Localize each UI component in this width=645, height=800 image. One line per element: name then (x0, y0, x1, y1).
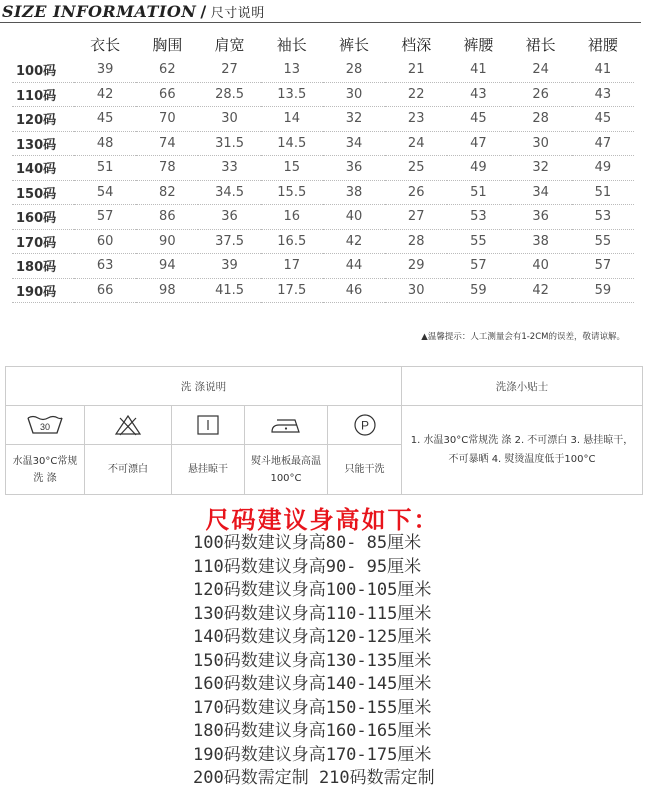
table-row (12, 156, 634, 181)
table-cell: 55 (447, 229, 509, 254)
table-cell: 45 (572, 107, 634, 132)
list-item: 190码数建议身高170-175厘米 (193, 744, 432, 765)
table-cell: 90 (136, 229, 198, 254)
table-cell: 38 (323, 180, 385, 205)
table-cell: 39 (198, 254, 260, 279)
list-item: 100码数建议身高80- 85厘米 (193, 533, 422, 553)
table-cell: 42 (510, 278, 572, 303)
title-separator: / (200, 2, 207, 21)
table-cell: 34 (323, 131, 385, 156)
table-cell: 41 (572, 58, 634, 82)
table-cell: 36 (323, 156, 385, 181)
dry-clean-icon (328, 406, 401, 445)
corner-cell (12, 30, 74, 58)
table-cell: 17.5 (261, 278, 323, 303)
table-cell: 53 (572, 205, 634, 230)
table-cell: 45 (74, 107, 136, 132)
table-row (12, 254, 634, 279)
no-bleach-icon (85, 406, 171, 445)
table-cell: 26 (510, 82, 572, 107)
list-item: 150码数建议身高130-135厘米 (193, 650, 432, 671)
table-cell: 48 (74, 131, 136, 156)
care-instructions-header: 洗 涤说明 (6, 367, 402, 406)
table-row (12, 58, 634, 82)
table-cell: 47 (572, 131, 634, 156)
column-header: 肩宽 (214, 35, 245, 54)
table-cell: 98 (136, 278, 198, 303)
table-cell: 27 (198, 58, 260, 82)
table-cell: 94 (136, 254, 198, 279)
height-recommendation-title: 尺码建议身高如下： (205, 506, 440, 534)
table-cell: 24 (510, 58, 572, 82)
table-cell: 43 (447, 82, 509, 107)
table-cell: 22 (385, 82, 447, 107)
size-label: 180码 (12, 254, 74, 279)
care-label: 只能干洗 (344, 464, 385, 475)
size-label: 160码 (12, 205, 74, 230)
table-cell: 31.5 (198, 131, 260, 156)
height-recommendation-list (193, 532, 435, 791)
size-label: 170码 (12, 229, 74, 254)
table-cell: 28 (385, 229, 447, 254)
list-item: 180码数建议身高160-165厘米 (193, 721, 432, 741)
table-cell: 25 (385, 156, 447, 181)
size-table-header (12, 30, 634, 58)
column-header: 袖长 (276, 35, 307, 54)
table-cell: 24 (385, 131, 447, 156)
table-cell: 30 (198, 107, 260, 132)
table-cell: 42 (323, 229, 385, 254)
table-cell: 51 (572, 180, 634, 205)
column-header: 档深 (401, 35, 432, 54)
table-cell: 57 (572, 254, 634, 279)
care-symbol-dry-clean (328, 406, 402, 494)
column-header: 胸围 (152, 35, 183, 54)
list-item: 140码数建议身高120-125厘米 (193, 627, 432, 647)
care-symbol-wash (6, 406, 85, 494)
table-cell: 55 (572, 229, 634, 254)
care-label: 水温30°C常规洗 涤 (12, 455, 78, 484)
table-cell: 57 (447, 254, 509, 279)
list-item: 130码数建议身高110-115厘米 (193, 603, 432, 624)
care-symbol-bleach (85, 406, 172, 494)
table-cell: 28.5 (198, 82, 260, 107)
list-item: 170码数建议身高150-155厘米 (193, 697, 432, 718)
table-cell: 47 (447, 131, 509, 156)
table-cell: 30 (510, 131, 572, 156)
table-cell: 13.5 (261, 82, 323, 107)
table-cell: 40 (323, 205, 385, 230)
dry-clean-letter: P (360, 418, 369, 433)
column-header: 裤腰 (463, 35, 494, 54)
table-cell: 39 (74, 58, 136, 82)
table-cell: 74 (136, 131, 198, 156)
table-cell: 54 (74, 180, 136, 205)
page-title (2, 2, 265, 21)
table-cell: 16.5 (261, 229, 323, 254)
table-cell: 28 (323, 58, 385, 82)
table-cell: 30 (323, 82, 385, 107)
table-row (12, 82, 634, 107)
table-cell: 23 (385, 107, 447, 132)
table-cell: 38 (510, 229, 572, 254)
table-cell: 49 (572, 156, 634, 181)
list-item: 160码数建议身高140-145厘米 (193, 674, 432, 694)
table-cell: 29 (385, 254, 447, 279)
table-cell: 26 (385, 180, 447, 205)
table-row (12, 180, 634, 205)
care-tips-header: 洗涤小贴士 (402, 367, 642, 406)
table-cell: 34 (510, 180, 572, 205)
table-row (12, 131, 634, 156)
table-cell: 63 (74, 254, 136, 279)
table-cell: 36 (198, 205, 260, 230)
table-cell: 41 (447, 58, 509, 82)
table-row (12, 107, 634, 132)
table-cell: 14 (261, 107, 323, 132)
table-cell: 15 (261, 156, 323, 181)
table-cell: 15.5 (261, 180, 323, 205)
table-cell: 32 (323, 107, 385, 132)
column-header: 裙腰 (587, 35, 618, 54)
table-cell: 42 (74, 82, 136, 107)
header-divider (0, 22, 641, 23)
table-cell: 59 (572, 278, 634, 303)
table-cell: 27 (385, 205, 447, 230)
care-table (5, 366, 643, 495)
care-label: 不可漂白 (108, 464, 148, 475)
table-cell: 36 (510, 205, 572, 230)
table-cell: 45 (447, 107, 509, 132)
title-en: SIZE INFORMATION (2, 2, 197, 21)
table-cell: 34.5 (198, 180, 260, 205)
column-header: 衣长 (90, 35, 121, 54)
list-item: 200码数需定制 210码数需定制 (193, 768, 435, 788)
table-cell: 53 (447, 205, 509, 230)
care-label: 悬挂晾干 (188, 464, 228, 475)
size-label: 120码 (12, 107, 74, 132)
table-cell: 13 (261, 58, 323, 82)
table-cell: 66 (136, 82, 198, 107)
title-cn: 尺寸说明 (210, 6, 265, 21)
table-cell: 51 (74, 156, 136, 181)
table-cell: 46 (323, 278, 385, 303)
size-table (12, 30, 634, 303)
list-item: 120码数建议身高100-105厘米 (193, 580, 432, 600)
column-header: 裙长 (525, 35, 556, 54)
care-symbol-hang-dry (172, 406, 245, 494)
table-cell: 49 (447, 156, 509, 181)
table-cell: 43 (572, 82, 634, 107)
table-row (12, 278, 634, 303)
table-row (12, 205, 634, 230)
table-cell: 82 (136, 180, 198, 205)
table-cell: 14.5 (261, 131, 323, 156)
table-cell: 28 (510, 107, 572, 132)
table-cell: 40 (510, 254, 572, 279)
size-info-header (0, 0, 645, 26)
table-cell: 37.5 (198, 229, 260, 254)
size-label: 190码 (12, 278, 74, 303)
table-cell: 86 (136, 205, 198, 230)
table-cell: 66 (74, 278, 136, 303)
wash-30-icon (6, 406, 84, 445)
table-cell: 30 (385, 278, 447, 303)
table-cell: 57 (74, 205, 136, 230)
care-symbol-iron (245, 406, 328, 494)
size-label: 130码 (12, 131, 74, 156)
table-cell: 60 (74, 229, 136, 254)
measurement-note: ▲温馨提示：人工测量会有1-2CM的误差，敬请谅解。 (421, 332, 625, 342)
table-cell: 44 (323, 254, 385, 279)
table-cell: 32 (510, 156, 572, 181)
size-label: 140码 (12, 156, 74, 181)
table-cell: 78 (136, 156, 198, 181)
table-cell: 33 (198, 156, 260, 181)
table-cell: 59 (447, 278, 509, 303)
care-tips-text: 1. 水温30°C常规洗 涤 2. 不可漂白 3. 悬挂晾干，不可暴晒 4. 熨烫温度低于100°C (410, 435, 634, 465)
hang-dry-icon (172, 406, 244, 445)
table-cell: 21 (385, 58, 447, 82)
size-label: 110码 (12, 82, 74, 107)
care-label: 熨斗地板最高温100°C (251, 455, 321, 484)
table-cell: 62 (136, 58, 198, 82)
table-row (12, 229, 634, 254)
table-cell: 17 (261, 254, 323, 279)
table-cell: 41.5 (198, 278, 260, 303)
table-cell: 51 (447, 180, 509, 205)
table-cell: 70 (136, 107, 198, 132)
size-label: 100码 (12, 58, 74, 82)
list-item: 110码数建议身高90- 95厘米 (193, 556, 422, 577)
table-cell: 16 (261, 205, 323, 230)
wash-temp-text: 30 (39, 422, 51, 432)
size-label: 150码 (12, 180, 74, 205)
iron-icon (245, 406, 327, 445)
column-header: 裤长 (338, 35, 369, 54)
